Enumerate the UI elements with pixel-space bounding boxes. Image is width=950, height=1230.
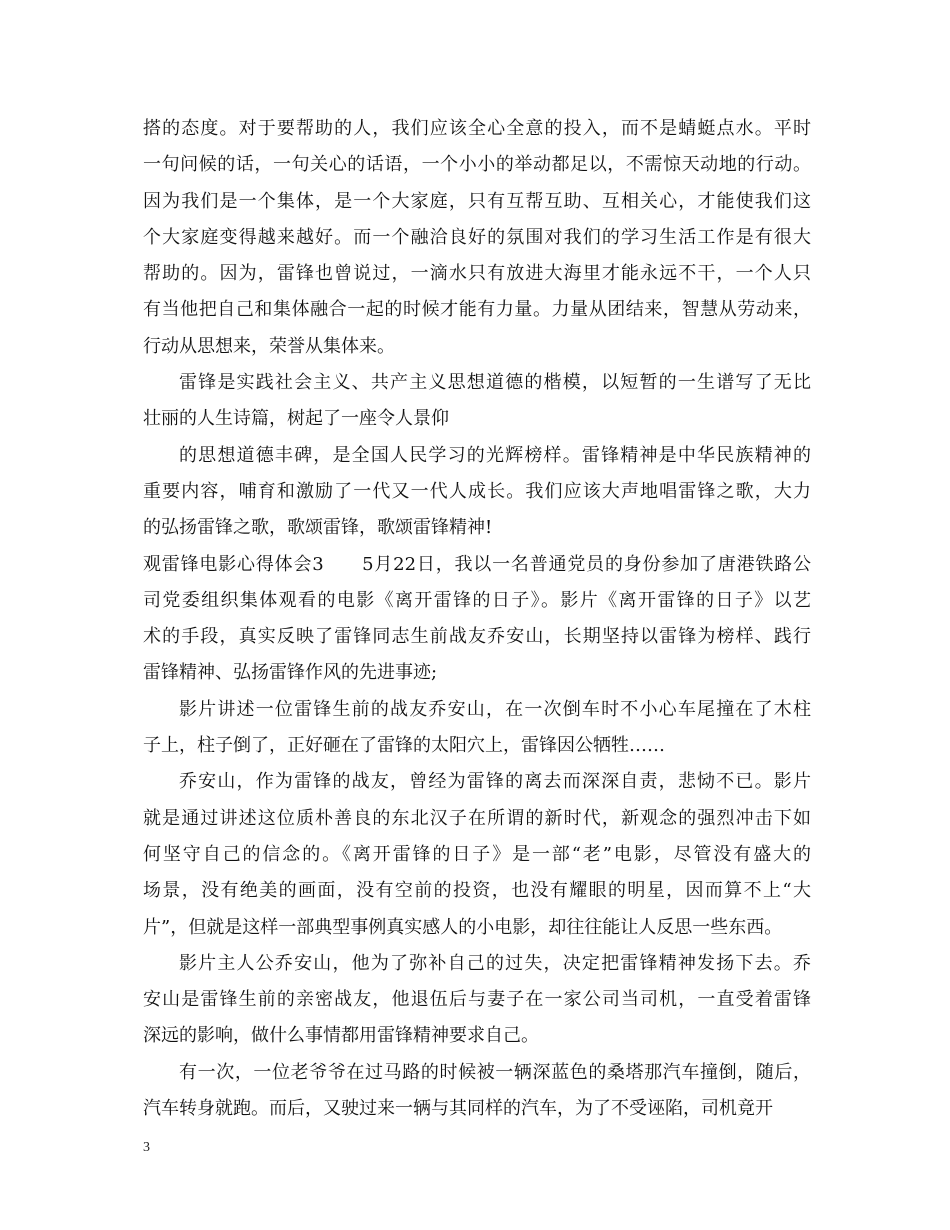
paragraph (143, 1055, 811, 1128)
text-line: 安山是雷锋生前的亲密战友，他退伍后与妻子在一家公司当司机，一直受着雷锋 (143, 989, 811, 1011)
paragraph (143, 946, 811, 1055)
paragraph (143, 692, 811, 765)
text-line: 壮丽的人生诗篇，树起了一座令人景仰 (143, 408, 449, 430)
text-line: 影片讲述一位雷锋生前的战友乔安山，在一次倒车时不小心车尾撞在了木柱 (179, 698, 811, 720)
text-line: 因为我们是一个集体，是一个大家庭，只有互帮互助、互相关心，才能使我们这 (143, 190, 811, 212)
paragraph (143, 438, 811, 547)
text-line: 片”，但就是这样一部典型事例真实感人的小电影，却往往能让人反思一些东西。 (143, 916, 783, 938)
text-line: 的思想道德丰碑，是全国人民学习的光辉榜样。雷锋精神是中华民族精神的 (179, 444, 811, 466)
text-line: 影片主人公乔安山，他为了弥补自己的过失，决定把雷锋精神发扬下去。乔 (179, 952, 811, 974)
text-line: 一句问候的话，一句关心的话语，一个小小的举动都足以，不需惊天动地的行动。 (143, 154, 811, 176)
text-line: 乔安山，作为雷锋的战友，曾经为雷锋的离去而深深自责，悲恸不已。影片 (179, 771, 811, 793)
paragraph (143, 365, 811, 438)
paragraph (143, 111, 811, 365)
text-line: 搭的态度。对于要帮助的人，我们应该全心全意的投入，而不是蜻蜓点水。平时 (143, 118, 811, 139)
text-line: 司党委组织集体观看的电影《离开雷锋的日子》。影片《离开雷锋的日子》以艺 (143, 589, 811, 611)
page-number: 3 (143, 1140, 150, 1155)
text-line: 雷锋精神、弘扬雷锋作风的先进事迹; (143, 662, 438, 684)
text-line: 术的手段，真实反映了雷锋同志生前战友乔安山，长期坚持以雷锋为榜样、践行 (143, 626, 811, 648)
text-line: 深远的影响，做什么事情都用雷锋精神要求自己。 (143, 1025, 539, 1047)
text-line: 就是通过讲述这位质朴善良的东北汉子在所谓的新时代，新观念的强烈冲击下如 (143, 807, 811, 829)
text-line: 行动从思想来，荣誉从集体来。 (143, 335, 395, 357)
text-line: 的弘扬雷锋之歌，歌颂雷锋，歌颂雷锋精神! (143, 517, 493, 539)
text-line: 有当他把自己和集体融合一起的时候才能有力量。力量从团结来，智慧从劳动来， (143, 299, 811, 321)
text-line: 个大家庭变得越来越好。而一个融洽良好的氛围对我们的学习生活工作是有很大 (143, 226, 811, 248)
document-body (143, 111, 811, 1127)
text-line: 帮助的。因为，雷锋也曾说过，一滴水只有放进大海里才能永远不干，一个人只 (143, 263, 811, 285)
paragraph (143, 764, 811, 945)
text-line: 有一次，一位老爷爷在过马路的时候被一辆深蓝色的桑塔那汽车撞倒，随后， (179, 1061, 811, 1083)
text-line: 重要内容，哺育和激励了一代又一代人成长。我们应该大声地唱雷锋之歌，大力 (143, 480, 811, 502)
text-line: 汽车转身就跑。而后，又驶过来一辆与其同样的汽车，为了不受诬陷，司机竟开 (143, 1098, 773, 1120)
text-line: 何坚守自己的信念的。《离开雷锋的日子》是一部“老”电影，尽管没有盛大的 (143, 843, 811, 865)
paragraph (143, 547, 811, 692)
text-line: 子上，柱子倒了，正好砸在了雷锋的太阳穴上，雷锋因公牺牲…… (143, 735, 665, 757)
text-line: 观雷锋电影心得体会3 5月22日，我以一名普通党员的身份参加了唐港铁路公 (143, 553, 811, 575)
text-line: 雷锋是实践社会主义、共产主义思想道德的楷模，以短暂的一生谱写了无比 (179, 372, 811, 394)
text-line: 场景，没有绝美的画面，没有空前的投资，也没有耀眼的明星，因而算不上“大 (143, 880, 811, 902)
